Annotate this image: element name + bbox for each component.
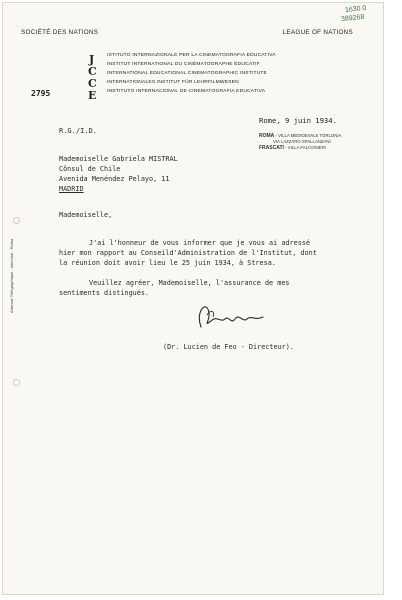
institute-line-de: INTERNATIONALES INSTITUT FÜR LEHRFILMWESEN — [107, 80, 239, 85]
recipient-name: Mademoiselle Gabriela MISTRAL — [59, 155, 178, 163]
reference-initials: R.G./I.D. — [59, 127, 97, 135]
closing-line-1: Veuillez agréer, Mademoiselle, l'assurance de mes — [89, 279, 290, 287]
signer-name: (Dr. Lucien de Feo - Directeur). — [163, 343, 294, 351]
recipient-title: Cônsul de Chile — [59, 165, 121, 173]
lucie-monogram-icon — [87, 53, 103, 101]
handwritten-signature — [193, 297, 267, 333]
letter-page — [2, 2, 384, 595]
reference-number: 2795 — [31, 89, 51, 98]
svg-text:J: J — [89, 53, 95, 66]
institute-line-it: ISTITUTO INTERNAZIONALE PER LA CINEMATOGRAFIA EDUCATIVA — [107, 53, 276, 58]
archive-mark-1: 1630 0 — [344, 4, 367, 15]
institute-line-es: INSTITUTO INTERNACIONAL DE CINEMATOGRAFIA EDUCATIVA — [107, 89, 266, 94]
address-roma: ROMA - VILLA MEDIOEVALE TORLONIA — [259, 133, 342, 139]
paragraph-line-2: hier mon rapport au Conseild'Administration de l'Institut, dont — [59, 249, 317, 257]
header-right: LEAGUE OF NATIONS — [282, 29, 353, 36]
recipient-city: MADRID — [59, 185, 84, 193]
svg-text:C: C — [88, 65, 97, 78]
punch-hole — [13, 379, 20, 386]
svg-text:C: C — [88, 77, 97, 90]
letter-date: Rome, 9 juin 1934. — [259, 116, 337, 125]
paragraph-line-3: la réunion doit avoir lieu le 25 juin 1934, à Stresa. — [59, 259, 276, 267]
address-frascati: FRASCATI - VILLA FALCONIERI — [259, 145, 326, 151]
recipient-street: Avenida Menéndez Pelayo, 11 — [59, 175, 170, 183]
institute-line-fr: INSTITUT INTERNATIONAL DU CINÉMATOGRAPHE ÉDUCATIF — [107, 62, 260, 67]
punch-hole — [13, 217, 20, 224]
institute-line-en: INTERNATIONAL EDUCATIONAL CINEMATOGRAPHIC INSTITUTE — [107, 71, 268, 76]
paragraph-line-1: J'ai l'honneur de vous informer que je vous ai adressé — [89, 239, 310, 247]
address-roma-street: VIA LAZZARO SPALLANZANI — [273, 139, 331, 144]
archive-mark-2: 389268 — [340, 13, 365, 24]
telegraph-address: Adresse Télégraphique - Intercine - Roma — [9, 238, 14, 313]
svg-text:E: E — [88, 89, 97, 101]
closing-line-2: sentiments distingués. — [59, 289, 150, 297]
header-left: SOCIÉTÉ DES NATIONS — [21, 29, 99, 36]
salutation: Mademoiselle, — [59, 211, 113, 219]
